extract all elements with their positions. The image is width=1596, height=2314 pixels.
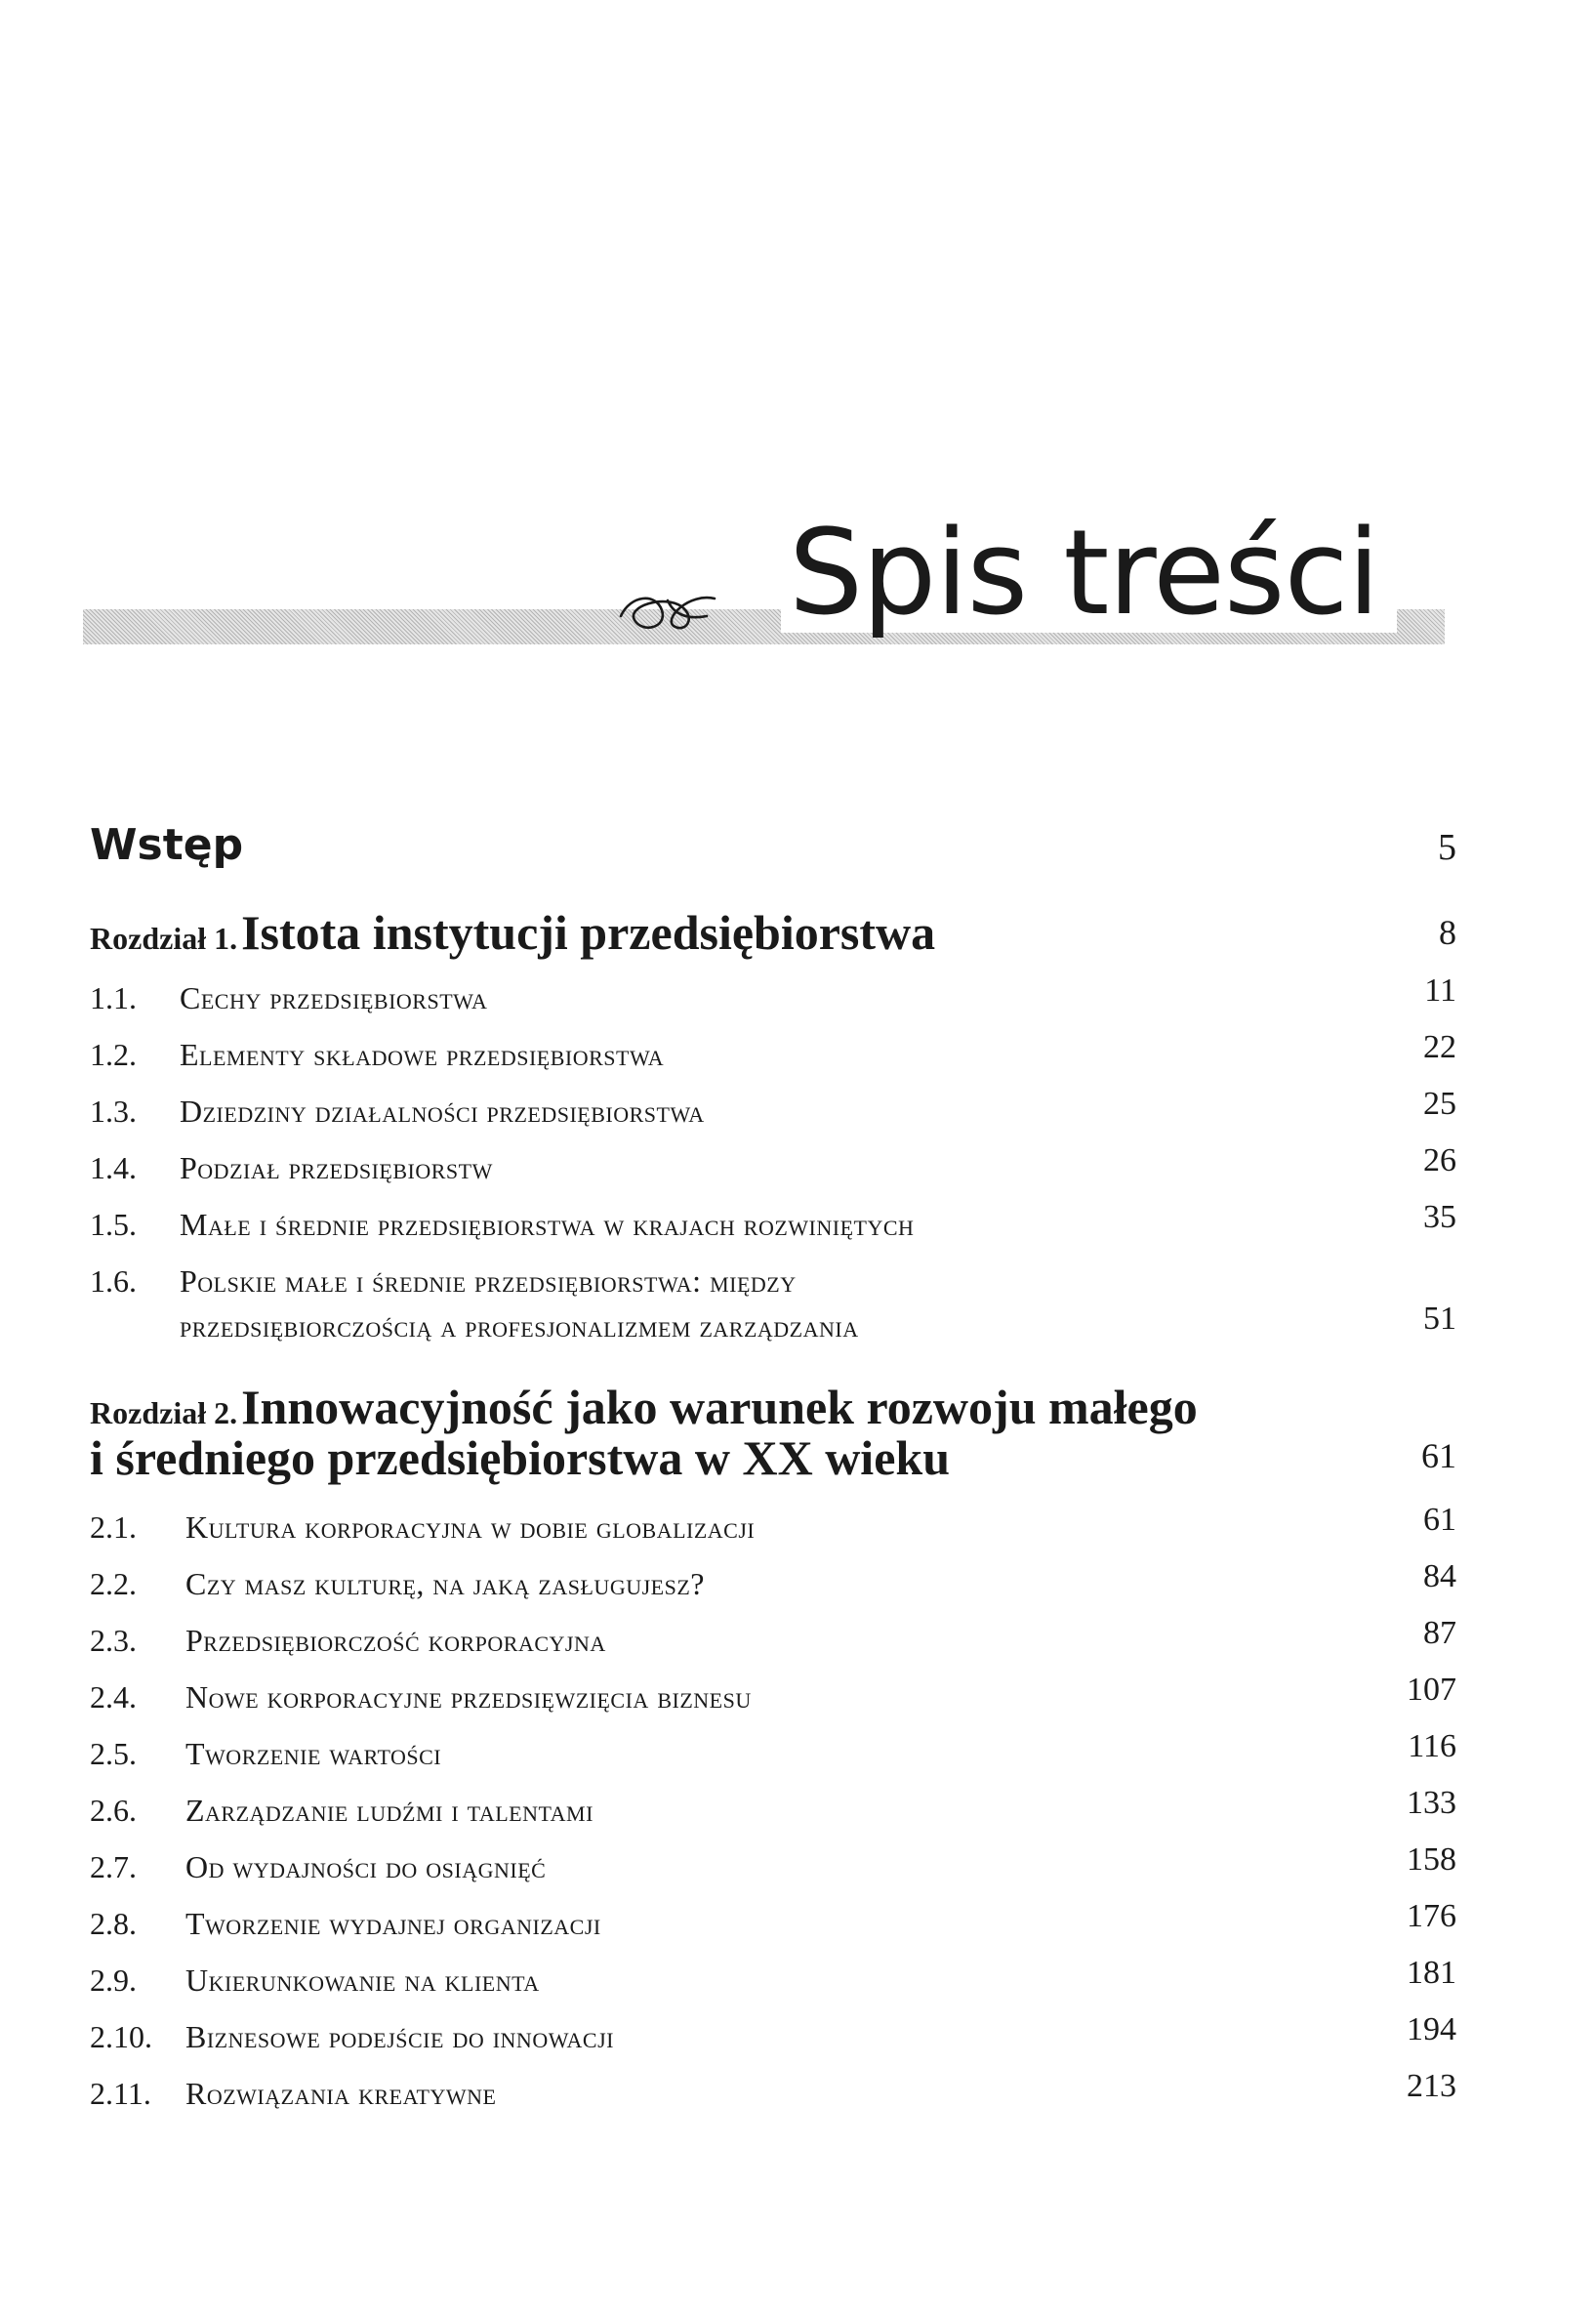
section-page-number: 22: [1423, 1029, 1456, 1065]
section-number: 1.1.: [90, 980, 137, 1015]
section-number: 2.1.: [90, 1509, 137, 1545]
section-page-number: 176: [1407, 1898, 1456, 1934]
chapter-page-number: 8: [1439, 913, 1456, 952]
section-page-number: 51: [1423, 1301, 1456, 1337]
section-page-number: 84: [1423, 1558, 1456, 1594]
section-page-number: 11: [1424, 972, 1456, 1009]
section-title: Elementy składowe przedsiębiorstwa: [180, 1037, 665, 1072]
flourish-ornament-icon: [613, 571, 720, 640]
chapter-prefix: Rozdział 2.: [90, 1395, 238, 1430]
section-number: 2.10.: [90, 2019, 152, 2054]
intro-label: Wstęp: [90, 820, 244, 870]
section-title: Od wydajności do osiągnięć: [185, 1849, 547, 1884]
section-title: Podział przedsiębiorstw: [180, 1150, 493, 1185]
section-title: Biznesowe podejście do innowacji: [185, 2019, 614, 2054]
section-number: 2.11.: [90, 2076, 151, 2111]
section-number: 2.9.: [90, 1963, 137, 1998]
section-page-number: 107: [1407, 1672, 1456, 1708]
section-number: 2.8.: [90, 1906, 137, 1941]
section-title: Zarządzanie ludźmi i talentami: [185, 1793, 593, 1828]
section-number: 1.5.: [90, 1207, 137, 1242]
chapter-title: Istota instytucji przedsiębiorstwa: [241, 905, 936, 960]
section-page-number: 158: [1407, 1841, 1456, 1878]
chapter-page-number: 61: [1421, 1436, 1456, 1475]
section-number: 2.7.: [90, 1849, 137, 1884]
chapter-title: Innowacyjność jako warunek rozwoju małego: [241, 1380, 1198, 1434]
section-title: Rozwiązania kreatywne: [185, 2076, 497, 2111]
chapter-title-continued: i średniego przedsiębiorstwa w XX wieku: [90, 1430, 951, 1485]
section-title: Nowe korporacyjne przedsięwzięcia biznesu: [185, 1679, 752, 1715]
section-number: 2.4.: [90, 1679, 137, 1715]
toc-entry-intro[interactable]: [90, 820, 1456, 870]
section-number: 2.2.: [90, 1566, 137, 1601]
section-number: 1.2.: [90, 1037, 137, 1072]
section-title: Małe i średnie przedsiębiorstwa w krajach rozwiniętych: [180, 1207, 915, 1242]
section-page-number: 194: [1407, 2011, 1456, 2047]
section-number: 1.3.: [90, 1094, 137, 1129]
section-title: Dziedziny działalności przedsiębiorstwa: [180, 1094, 705, 1129]
section-title: Cechy przedsiębiorstwa: [180, 980, 488, 1015]
section-page-number: 25: [1423, 1086, 1456, 1122]
section-page-number: 181: [1407, 1955, 1456, 1991]
chapter-title-line: [90, 904, 935, 961]
section-title: Tworzenie wydajnej organizacji: [185, 1906, 601, 1941]
section-number: 2.3.: [90, 1623, 137, 1658]
section-title: Przedsiębiorczość korporacyjna: [185, 1623, 606, 1658]
section-page-number: 133: [1407, 1785, 1456, 1821]
section-title: Czy masz kulturę, na jaką zasługujesz?: [185, 1566, 705, 1601]
page-title: Spis treści: [781, 516, 1397, 633]
section-page-number: 116: [1408, 1728, 1456, 1764]
section-page-number: 87: [1423, 1615, 1456, 1651]
intro-page-number: 5: [1438, 827, 1456, 868]
section-title: Polskie małe i średnie przedsiębiorstwa: między: [180, 1263, 797, 1299]
section-number: 1.4.: [90, 1150, 137, 1185]
section-page-number: 213: [1407, 2068, 1456, 2104]
section-number: 2.6.: [90, 1793, 137, 1828]
chapter-prefix: Rozdział 1.: [90, 921, 238, 956]
section-title: Kultura korporacyjna w dobie globalizacji: [185, 1509, 756, 1545]
section-number: 2.5.: [90, 1736, 137, 1771]
section-title: Ukierunkowanie na klienta: [185, 1963, 540, 1998]
section-number: 1.6.: [90, 1263, 137, 1299]
section-title: Tworzenie wartości: [185, 1736, 442, 1771]
section-page-number: 61: [1423, 1502, 1456, 1538]
chapter-title-line: [90, 1379, 1198, 1435]
section-page-number: 26: [1423, 1142, 1456, 1178]
section-title-continued: przedsiębiorczością a profesjonalizmem zarządzania: [180, 1308, 859, 1343]
section-page-number: 35: [1423, 1199, 1456, 1235]
